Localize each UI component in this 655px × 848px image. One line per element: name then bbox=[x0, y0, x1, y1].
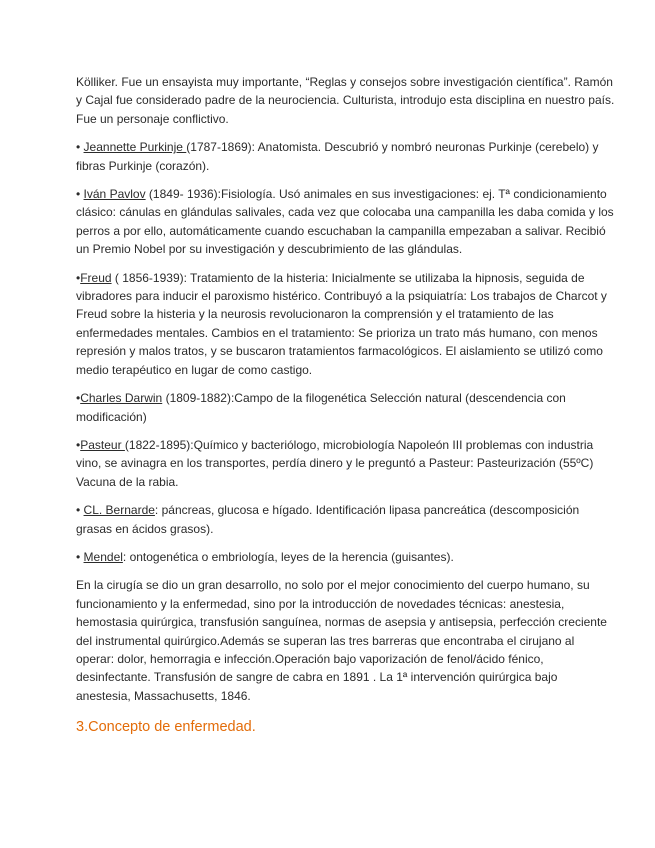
intro-paragraph: Kölliker. Fue un ensayista muy importante, “Reglas y consejos sobre investigación científica”. Ramón y Cajal fue considerado padre de la neurociencia. Culturista, introdujo esta disciplina en nuestro país. Fue un personaje conflictivo. bbox=[76, 75, 615, 126]
person-name: Freud bbox=[80, 270, 112, 285]
entry-pasteur bbox=[76, 436, 615, 491]
closing-paragraph: En la cirugía se dio un gran desarrollo, no solo por el mejor conocimiento del cuerpo humano, su funcionamiento y la enfermedad, sino por la introducción de novedades técnicas: anestesia, hemostasia quirúrgica, transfusión sanguínea, normas de asepsia y antisepsia, perfección creciente del instrumental quirúrgico.Además se superan las tres barreras que encontraba el cirujano al operar: dolor, hemorragia e infección.Operación bajo vaporización de fenol/ácido fénico, desinfectante. Transfusión de sangre de cabra en 1891 . La 1ª intervención quirúrgica bajo anestesia, Massachusetts, 1846. bbox=[76, 578, 607, 703]
entry-text: : páncreas, glucosa e hígado. Identificación lipasa pancreática (descomposición grasas en ácidos grasos). bbox=[76, 503, 580, 536]
bullet: • bbox=[76, 270, 81, 285]
person-name: Jeannette Purkinje bbox=[83, 140, 187, 155]
entry-text: (1787-1869): Anatomista. Descubrió y nombró neuronas Purkinje (cerebelo) y fibras Purkinje (corazón). bbox=[76, 140, 599, 173]
section-heading: 3.Concepto de enfermedad. bbox=[76, 719, 256, 736]
bullet: • bbox=[76, 549, 84, 564]
person-name: Mendel bbox=[83, 549, 123, 564]
entry-pavlov bbox=[76, 185, 615, 259]
entry-darwin bbox=[76, 389, 615, 426]
entry-text: : ontogenética o embriología, leyes de la herencia (guisantes). bbox=[122, 549, 454, 564]
bullet: • bbox=[76, 503, 84, 518]
entry-text: (1809-1882):Campo de la filogenética Selección natural (descendencia con modificación) bbox=[76, 391, 566, 424]
person-name: CL. Bernarde bbox=[83, 503, 155, 518]
person-name: Pasteur bbox=[80, 437, 125, 452]
entry-bernarde bbox=[76, 501, 615, 538]
bullet: • bbox=[76, 391, 81, 406]
person-name: Charles Darwin bbox=[80, 391, 163, 406]
person-name: Iván Pavlov bbox=[83, 187, 146, 202]
bullet: • bbox=[76, 187, 84, 202]
entry-text: (1849- 1936):Fisiología. Usó animales en sus investigaciones: ej. Tª condicionamiento clásico: cánulas en glándulas salivales, cada vez que colocaba una campanilla les daba comida y los perros a por ello, automáticamente cuando escuchaban la campanilla empezaban a salivar. Recibió un Premio Nobel por su investigación y descubrimiento de las glándulas. bbox=[76, 187, 614, 257]
bullet: • bbox=[76, 140, 84, 155]
entry-freud bbox=[76, 269, 615, 379]
entry-mendel bbox=[76, 548, 615, 566]
entry-text: (1822-1895):Químico y bacteriólogo, microbiología Napoleón III problemas con industria vino, se avinagra en los transportes, perdía dinero y le preguntó a Pasteur: Pasteurización (55ºC) Vacuna de la rabia. bbox=[76, 437, 594, 489]
bullet: • bbox=[76, 437, 81, 452]
entry-purkinje bbox=[76, 138, 615, 175]
entry-text: ( 1856-1939): Tratamiento de la histeria: Inicialmente se utilizaba la hipnosis, seguida de vibradores para inducir el paroxismo histérico. Contribuyó a la psiquiatría: Los trabajos de Charcot y Freud sobre la histeria y la neurosis revolucionaron la comprensión y el tratamiento de las enfermedades mentales. Cambios en el tratamiento: Se prioriza un trato más humano, con menos represión y malos tratos, y se buscaron tratamientos farmacológicos. El aislamiento se utilizó como medio terapéutico en lugar de como castigo. bbox=[76, 270, 607, 377]
